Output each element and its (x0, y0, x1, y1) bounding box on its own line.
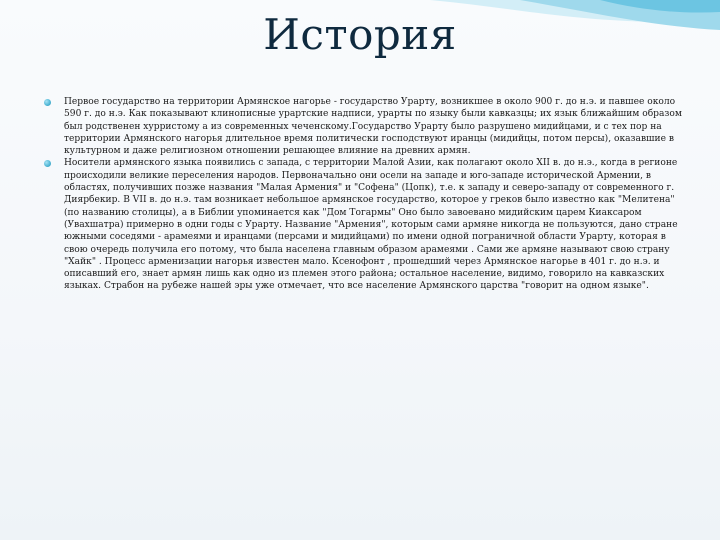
slide-title: История (263, 10, 457, 59)
bullet-text: Носители армянского языка появились с запада, с территории Малой Азии, как полагают около XII в. до н.э., когда в регионе происходили великие переселения народов. Первоначально они осели на западе и юго-западе исторической Армении, в областях, получивших позже названия "Малая Армения" и "Софена" (Цопк), т.е. к западу и северо-западу от современного г. Диярбекир. В VII в. до н.э. там возникает небольшое армянское государство, которое у греков было известно как "Мелитена" (по названию столицы), а в Библии упоминается как "Дом Тогармы" Оно было завоевано мидийским царем Киаксаром (Увахшатра) примерно в одни годы с Урарту. Название "Армения", которым сами армяне никогда не пользуются, дано стране южными соседями - арамеями и иранцами (персами и мидийцами) по имени одной пограничной области Урарту, которая в свою очередь получила его потому, что была населена главным образом арамеями . Сами же армяне называют свою страну "Хайк" . Процесс арменизации нагорья известен мало. Ксенофонт , прошедший через Армянское нагорье в 401 г. до н.э. и описавший его, знает армян лишь как одно из племен этого района; остальное население, видимо, говорило на кавказских языках. Страбон на рубеже нашей эры уже отмечает, что все население Армянского царства "говорит на одном языке". (64, 158, 678, 292)
bullet-item (44, 157, 684, 292)
bullet-item (44, 96, 684, 157)
content-area (44, 96, 684, 293)
bullet-icon (44, 160, 51, 167)
bullet-text: Первое государство на территории Армянское нагорье - государство Урарту, возникшее в около 900 г. до н.э. и павшее около 590 г. до н.э. Как показывают клинописные урартские надписи, урарты по языку были кавказцы; их язык ближайшим образом был родственен хурристому а из современных чеченскому.Государство Урарту было разрушено мидийцами, и с тех пор на территории Армянского нагорья длительное время политически господствуют иранцы (мидийцы, потом персы), оказавшие в культурном и даже религиозном отношении решающее влияние на древних армян. (64, 97, 682, 157)
bullet-list (44, 96, 684, 293)
bullet-icon (44, 99, 51, 106)
